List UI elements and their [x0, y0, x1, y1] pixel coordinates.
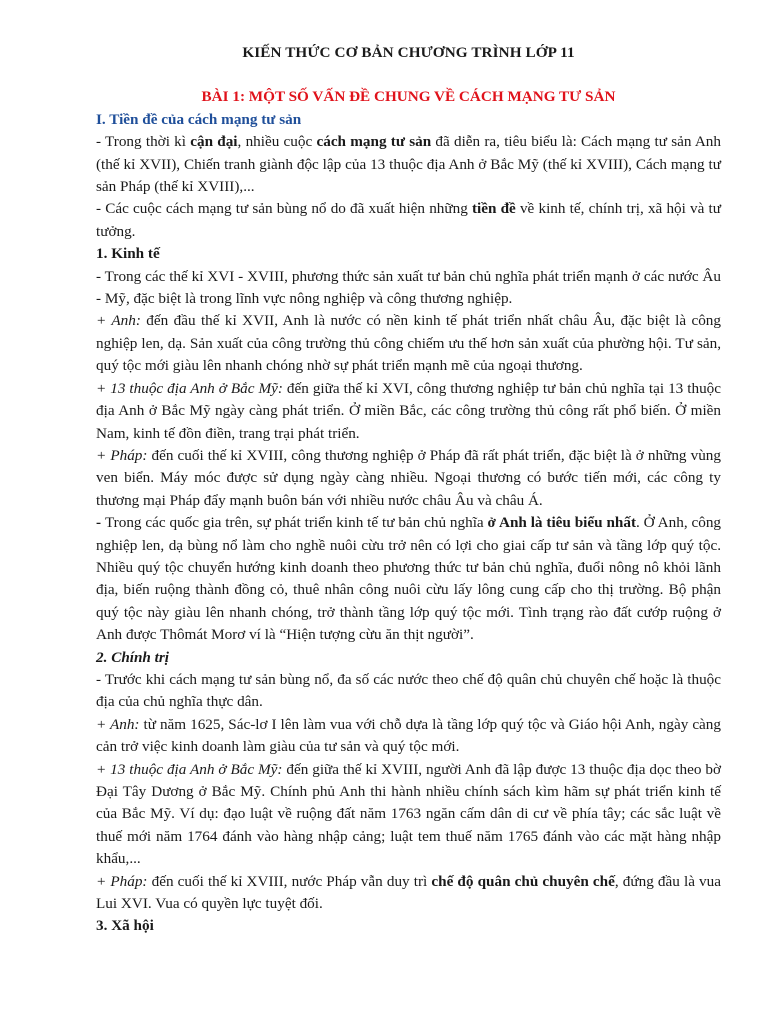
bold-term: cận đại [190, 133, 238, 151]
italic-label: + 13 thuộc địa Anh ở Bắc Mỹ: [96, 379, 283, 397]
economy-paragraph-france [96, 445, 721, 512]
bold-term: tiền đề [471, 200, 516, 218]
italic-label: + 13 thuộc địa Anh ở Bắc Mỹ: [96, 760, 283, 778]
text-run: , đứng đầu là vua Lui XVI. Vua có quyền lực tuyệt đối. [96, 872, 721, 913]
subsection-title-economy: 1. Kinh tế [96, 245, 160, 263]
italic-label: + Pháp: [96, 872, 148, 890]
politics-paragraph-1: - Trước khi cách mạng tư sản bùng nổ, đa số các nước theo chế độ quân chủ chuyên chế hoặc là thuộc địa của chủ nghĩa thực dân. [96, 670, 721, 711]
text-run: đến giữa thế kỉ XVI, công thương nghiệp tư bản chủ nghĩa tại 13 thuộc địa Anh ở Bắc Mỹ ngày càng phát triển. Ở miền Bắc, các công trường thủ công rất phổ biến. Ở miền Nam, kinh tế đồn điền, trang trại phát triển. [96, 379, 721, 442]
text-run: đến giữa thế kỉ XVIII, người Anh đã lập được 13 thuộc địa dọc theo bờ Đại Tây Dương ở Bắc Mỹ. Chính phủ Anh thi hành nhiều chính sách kìm hãm sự phát triển kinh tế của Bắc Mỹ. Ví dụ: đạo luật về ruộng đất năm 1763 ngăn cấm dân di cư về phía tây; các sắc luật về thuế mới năm 1764 đánh vào hàng nhập cảng; luật tem thuế năm 1765 đánh vào các mặt hàng nhập khẩu,... [96, 760, 721, 868]
economy-paragraph-england [96, 310, 721, 377]
section-title: I. Tiền đề của cách mạng tư sản [96, 110, 302, 128]
italic-label: + Pháp: [96, 446, 148, 464]
intro-paragraph-1 [96, 131, 721, 198]
bold-term: cách mạng tư sản [316, 133, 432, 151]
text-run: - Trong thời kì [96, 133, 191, 151]
text-run: về kinh tế, chính trị, xã hội và tư tưởng. [96, 200, 721, 240]
document-title: KIẾN THỨC CƠ BẢN CHƯƠNG TRÌNH LỚP 11 [242, 44, 575, 61]
bold-term: chế độ quân chủ chuyên chế [431, 872, 615, 890]
economy-paragraph-summary [96, 512, 721, 646]
text-run: đến cuối thế kỉ XVIII, công thương nghiệp ở Pháp đã rất phát triển, đặc biệt là ở những vùng ven biển. Máy móc được sử dụng ngày càng nhiều. Ngoại thương có bước tiến mới, các công ty thương mại Pháp đẩy mạnh buôn bán với nhiều nước châu Âu và châu Á. [96, 446, 721, 509]
text-run: . Ở Anh, công nghiệp len, dạ bùng nổ làm cho nghề nuôi cừu trở nên có lợi cho giai cấp tư sản và tầng lớp quý tộc. Nhiều quý tộc chuyển hướng kinh doanh theo phương thức tư bản chủ nghĩa, đuổi nông nô khỏi lãnh địa, biến ruộng thành đồng cỏ, thuê nhân công nuôi cừu lấy lông cung cấp cho thị trường. Bộ phận quý tộc này giàu lên nhanh chóng, trở thành tầng lớp quý tộc mới. Tình trạng rào đất cướp ruộng ở Anh được Thômát Morơ ví là “Hiện tượng cừu ăn thịt người”. [96, 514, 722, 644]
text-run: đã diễn ra, tiêu biểu là: Cách mạng tư sản Anh (thế kỉ XVII), Chiến tranh giành độc lập của 13 thuộc địa Anh ở Bắc Mỹ (thế kỉ XVIII), Cách mạng tư sản Pháp (thế kỉ XVIII),... [96, 133, 721, 196]
politics-paragraph-france [96, 871, 721, 916]
economy-paragraph-1: - Trong các thế kỉ XVI - XVIII, phương thức sản xuất tư bản chủ nghĩa phát triển mạnh ở các nước Âu - Mỹ, đặc biệt là trong lĩnh vực nông nghiệp và công thương nghiệp. [96, 267, 721, 308]
text-run: - Các cuộc cách mạng tư sản bùng nổ do đã xuất hiện những [96, 200, 472, 218]
intro-paragraph-2 [96, 198, 721, 243]
politics-paragraph-colonies [96, 759, 721, 871]
economy-paragraph-colonies [96, 378, 721, 445]
text-run: , nhiều cuộc [237, 133, 317, 151]
text-run: đến đầu thế kỉ XVII, Anh là nước có nền kinh tế phát triển nhất châu Âu, đặc biệt là công nghiệp len, dạ. Sản xuất của công trường thủ công chiếm ưu thế hơn sản xuất của phường hội. Tư sản, quý tộc mới giàu lên nhanh chóng nhờ sự phát triển mạnh mẽ của ngoại thương. [96, 312, 721, 375]
italic-label: + Anh: [96, 312, 141, 330]
subsection-title-society: 3. Xã hội [96, 917, 154, 935]
subsection-title-politics [96, 647, 721, 669]
bold-term: ở Anh là tiêu biểu nhất [487, 514, 637, 532]
bold-dash: - [96, 514, 105, 532]
italic-label: + Anh: [96, 715, 140, 733]
document-page [96, 42, 721, 938]
lesson-title: BÀI 1: MỘT SỐ VẤN ĐỀ CHUNG VỀ CÁCH MẠNG TƯ SẢN [201, 88, 616, 106]
politics-paragraph-england [96, 714, 721, 759]
text-run: từ năm 1625, Sác-lơ I lên làm vua với chỗ dựa là tầng lớp quý tộc và Giáo hội Anh, ngày càng cản trở việc kinh doanh làm giàu của tư sản và quý tộc mới. [96, 715, 721, 756]
text-run: đến cuối thế kỉ XVIII, nước Pháp vẫn duy trì [147, 872, 432, 890]
italic-heading: 2. Chính trị [96, 648, 170, 666]
text-run: Trong các quốc gia trên, sự phát triển kinh tế tư bản chủ nghĩa [104, 514, 488, 532]
